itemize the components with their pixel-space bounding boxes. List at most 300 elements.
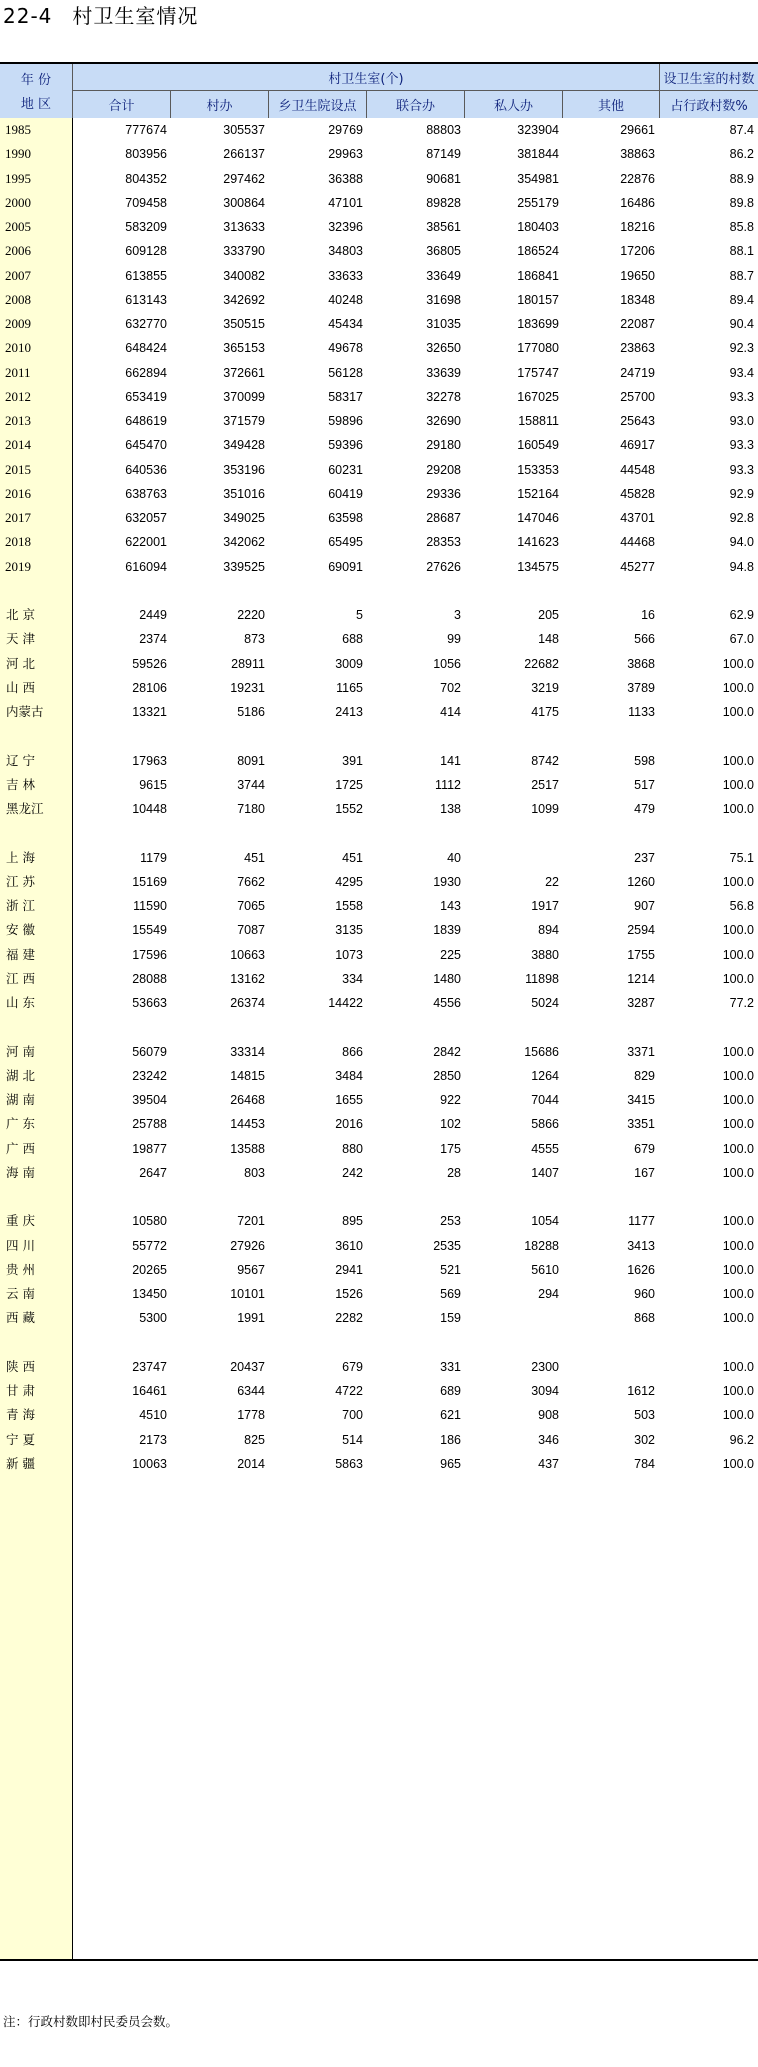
cell-other: 3413 [627, 1239, 655, 1253]
cell-private: 167025 [517, 390, 559, 404]
cell-village: 365153 [223, 341, 265, 355]
cell-total: 613855 [125, 269, 167, 283]
cell-pct: 100.0 [722, 972, 754, 986]
cell-pct: 93.3 [729, 463, 754, 477]
region-row [0, 604, 758, 626]
header-divider [72, 90, 758, 91]
cell-private: 1407 [531, 1166, 559, 1180]
cell-pct: 100.0 [722, 923, 754, 937]
cell-pct: 88.9 [729, 172, 754, 186]
row-region: 湖 北 [6, 1068, 35, 1083]
row-region: 河 南 [6, 1044, 35, 1059]
cell-joint: 90681 [426, 172, 461, 186]
region-row [0, 750, 758, 772]
cell-village: 873 [244, 632, 265, 646]
cell-township: 40248 [328, 293, 363, 307]
header-col-joint: 联合办 [395, 99, 435, 114]
cell-pct: 92.9 [729, 487, 754, 501]
cell-total: 638763 [125, 487, 167, 501]
cell-total: 4510 [139, 1408, 167, 1422]
cell-village: 342692 [223, 293, 265, 307]
cell-other: 503 [634, 1408, 655, 1422]
year-row [0, 531, 758, 553]
cell-total: 17963 [132, 754, 167, 768]
row-year: 2000 [5, 195, 31, 210]
cell-joint: 225 [440, 948, 461, 962]
cell-private: 8742 [531, 754, 559, 768]
cell-village: 10101 [230, 1287, 265, 1301]
cell-township: 1655 [335, 1093, 363, 1107]
cell-joint: 1112 [435, 778, 461, 792]
cell-other: 22876 [620, 172, 655, 186]
cell-total: 640536 [125, 463, 167, 477]
cell-pct: 100.0 [722, 754, 754, 768]
header-divider [562, 90, 563, 118]
cell-other: 167 [634, 1166, 655, 1180]
cell-village: 28911 [231, 657, 265, 671]
row-region: 重 庆 [6, 1213, 35, 1228]
cell-pct: 100.0 [722, 681, 754, 695]
cell-total: 15549 [132, 923, 167, 937]
cell-total: 56079 [132, 1045, 167, 1059]
cell-joint: 29180 [426, 438, 461, 452]
cell-total: 2449 [139, 608, 167, 622]
cell-village: 10663 [230, 948, 265, 962]
cell-total: 39504 [132, 1093, 167, 1107]
cell-private: 134575 [517, 560, 559, 574]
cell-private: 2300 [531, 1360, 559, 1374]
cell-village: 7065 [237, 899, 265, 913]
cell-township: 334 [342, 972, 363, 986]
cell-township: 59896 [328, 414, 363, 428]
cell-joint: 29336 [426, 487, 461, 501]
cell-private: 180157 [517, 293, 559, 307]
cell-other: 18216 [620, 220, 655, 234]
region-row [0, 1162, 758, 1184]
cell-private: 437 [538, 1457, 559, 1471]
cell-private: 5610 [531, 1263, 559, 1277]
cell-joint: 3 [454, 608, 461, 622]
row-year: 2015 [5, 462, 31, 477]
cell-other: 1612 [627, 1384, 655, 1398]
cell-private: 894 [538, 923, 559, 937]
cell-village: 6344 [237, 1384, 265, 1398]
cell-total: 2647 [139, 1166, 167, 1180]
cell-total: 613143 [125, 293, 167, 307]
cell-joint: 28 [447, 1166, 461, 1180]
cell-other: 16 [641, 608, 655, 622]
region-row [0, 1041, 758, 1063]
row-year: 2016 [5, 486, 31, 501]
cell-joint: 32650 [426, 341, 461, 355]
cell-joint: 38561 [426, 220, 461, 234]
cell-private: 186841 [517, 269, 559, 283]
cell-pct: 93.4 [729, 366, 754, 380]
cell-village: 313633 [223, 220, 265, 234]
table-body [0, 118, 758, 1959]
cell-joint: 922 [440, 1093, 461, 1107]
region-row [0, 919, 758, 941]
cell-joint: 569 [440, 1287, 461, 1301]
region-row [0, 1283, 758, 1305]
cell-township: 1558 [335, 899, 363, 913]
year-row [0, 434, 758, 456]
cell-village: 300864 [223, 196, 265, 210]
cell-township: 1526 [335, 1287, 363, 1301]
cell-village: 372661 [223, 366, 265, 380]
cell-total: 55772 [132, 1239, 167, 1253]
cell-village: 2014 [237, 1457, 265, 1471]
cell-pct: 100.0 [722, 1408, 754, 1422]
cell-private: 141623 [517, 535, 559, 549]
cell-private: 1264 [531, 1069, 559, 1083]
cell-total: 25788 [132, 1117, 167, 1131]
cell-joint: 28353 [426, 535, 461, 549]
cell-other: 1755 [627, 948, 655, 962]
cell-village: 371579 [223, 414, 265, 428]
region-row [0, 1210, 758, 1232]
row-region: 福 建 [6, 947, 35, 962]
cell-private: 5024 [531, 996, 559, 1010]
cell-village: 9567 [237, 1263, 265, 1277]
cell-private: 148 [538, 632, 559, 646]
year-row [0, 483, 758, 505]
cell-pct: 100.0 [722, 1214, 754, 1228]
cell-other: 829 [634, 1069, 655, 1083]
cell-pct: 100.0 [722, 1239, 754, 1253]
table-header [0, 64, 758, 118]
cell-total: 645470 [125, 438, 167, 452]
cell-pct: 88.7 [729, 269, 754, 283]
cell-other: 43701 [620, 511, 655, 525]
row-region: 河 北 [6, 656, 35, 671]
cell-township: 2941 [335, 1263, 363, 1277]
cell-joint: 159 [440, 1311, 461, 1325]
cell-other: 44548 [620, 463, 655, 477]
cell-total: 632770 [125, 317, 167, 331]
cell-pct: 89.4 [729, 293, 754, 307]
cell-total: 653419 [125, 390, 167, 404]
cell-total: 16461 [132, 1384, 167, 1398]
cell-other: 25643 [620, 414, 655, 428]
cell-township: 688 [342, 632, 363, 646]
year-row [0, 168, 758, 190]
row-year: 2017 [5, 510, 31, 525]
cell-other: 29661 [620, 123, 655, 137]
row-region: 青 海 [6, 1407, 35, 1422]
cell-private: 255179 [517, 196, 559, 210]
cell-other: 566 [634, 632, 655, 646]
row-region: 陕 西 [6, 1359, 35, 1374]
cell-pct: 86.2 [729, 147, 754, 161]
row-year: 2005 [5, 219, 31, 234]
cell-private: 180403 [517, 220, 559, 234]
cell-pct: 93.3 [729, 390, 754, 404]
region-row [0, 871, 758, 893]
cell-village: 7662 [237, 875, 265, 889]
cell-joint: 36805 [426, 244, 461, 258]
cell-pct: 96.2 [729, 1433, 754, 1447]
cell-township: 60231 [328, 463, 363, 477]
cell-village: 33314 [230, 1045, 265, 1059]
cell-private: 354981 [517, 172, 559, 186]
cell-pct: 93.0 [729, 414, 754, 428]
cell-other: 25700 [620, 390, 655, 404]
row-region: 新 疆 [6, 1456, 35, 1471]
cell-joint: 27626 [426, 560, 461, 574]
region-row [0, 701, 758, 723]
cell-total: 13450 [132, 1287, 167, 1301]
cell-joint: 143 [440, 899, 461, 913]
year-row [0, 507, 758, 529]
cell-joint: 88803 [426, 123, 461, 137]
cell-joint: 141 [440, 754, 461, 768]
cell-township: 700 [342, 1408, 363, 1422]
row-region: 天 津 [6, 631, 35, 646]
table-number: 22-4 [3, 4, 53, 28]
cell-total: 709458 [125, 196, 167, 210]
cell-joint: 1480 [433, 972, 461, 986]
cell-private: 11898 [525, 972, 559, 986]
cell-village: 342062 [223, 535, 265, 549]
cell-township: 1165 [336, 681, 363, 695]
row-year: 1985 [5, 122, 31, 137]
cell-village: 7087 [237, 923, 265, 937]
cell-pct: 94.8 [729, 560, 754, 574]
table-title: 村卫生室情况 [72, 4, 199, 28]
header-region: 地 区 [20, 96, 52, 112]
cell-village: 14815 [230, 1069, 265, 1083]
cell-total: 616094 [125, 560, 167, 574]
row-year: 2014 [5, 437, 31, 452]
cell-other: 2594 [627, 923, 655, 937]
region-row [0, 774, 758, 796]
cell-private: 1054 [531, 1214, 559, 1228]
row-year: 2010 [5, 340, 31, 355]
row-region: 宁 夏 [6, 1432, 35, 1447]
row-year: 2008 [5, 292, 31, 307]
cell-total: 13321 [132, 705, 167, 719]
cell-township: 36388 [328, 172, 363, 186]
cell-private: 3219 [531, 681, 559, 695]
row-year: 2013 [5, 413, 31, 428]
cell-village: 266137 [223, 147, 265, 161]
row-year: 2006 [5, 243, 31, 258]
region-row [0, 992, 758, 1014]
cell-pct: 100.0 [722, 948, 754, 962]
row-region: 广 东 [6, 1116, 35, 1131]
cell-township: 14422 [328, 996, 363, 1010]
cell-other: 22087 [620, 317, 655, 331]
cell-township: 33633 [328, 269, 363, 283]
row-region: 辽 宁 [6, 753, 35, 768]
cell-township: 47101 [328, 196, 363, 210]
cell-township: 65495 [328, 535, 363, 549]
cell-total: 1179 [140, 851, 167, 865]
cell-private: 175747 [517, 366, 559, 380]
cell-joint: 1056 [433, 657, 461, 671]
cell-total: 20265 [132, 1263, 167, 1277]
cell-other: 3868 [627, 657, 655, 671]
cell-total: 28106 [132, 681, 167, 695]
cell-total: 5300 [139, 1311, 167, 1325]
cell-total: 632057 [125, 511, 167, 525]
cell-township: 29769 [328, 123, 363, 137]
cell-other: 3287 [627, 996, 655, 1010]
cell-other: 3415 [627, 1093, 655, 1107]
cell-township: 34803 [328, 244, 363, 258]
bottom-rule [0, 1959, 758, 1961]
cell-total: 28088 [132, 972, 167, 986]
cell-village: 19231 [230, 681, 265, 695]
cell-joint: 4556 [433, 996, 461, 1010]
cell-village: 2220 [237, 608, 265, 622]
row-region: 吉 林 [6, 777, 35, 792]
cell-village: 349025 [223, 511, 265, 525]
cell-other: 45828 [620, 487, 655, 501]
cell-village: 339525 [223, 560, 265, 574]
region-row [0, 1356, 758, 1378]
cell-other: 1214 [627, 972, 655, 986]
year-row [0, 459, 758, 481]
cell-village: 14453 [230, 1117, 265, 1131]
cell-total: 583209 [125, 220, 167, 234]
cell-private: 7044 [531, 1093, 559, 1107]
cell-joint: 175 [440, 1142, 461, 1156]
cell-township: 56128 [328, 366, 363, 380]
cell-pct: 85.8 [729, 220, 754, 234]
cell-other: 24719 [620, 366, 655, 380]
cell-other: 1177 [628, 1214, 655, 1228]
row-year: 2012 [5, 389, 31, 404]
region-row [0, 1113, 758, 1135]
cell-other: 1626 [627, 1263, 655, 1277]
cell-private: 294 [538, 1287, 559, 1301]
cell-private: 5866 [531, 1117, 559, 1131]
cell-joint: 414 [440, 705, 461, 719]
region-row [0, 1259, 758, 1281]
cell-other: 3789 [627, 681, 655, 695]
cell-township: 866 [342, 1045, 363, 1059]
cell-private: 1917 [531, 899, 559, 913]
row-region: 江 苏 [6, 874, 35, 889]
cell-joint: 689 [440, 1384, 461, 1398]
cell-joint: 702 [440, 681, 461, 695]
cell-joint: 31698 [426, 293, 461, 307]
region-row [0, 1429, 758, 1451]
cell-total: 777674 [125, 123, 167, 137]
cell-pct: 100.0 [722, 1142, 754, 1156]
cell-township: 60419 [328, 487, 363, 501]
cell-total: 53663 [132, 996, 167, 1010]
cell-township: 5863 [335, 1457, 363, 1471]
region-row [0, 1138, 758, 1160]
cell-pct: 100.0 [722, 778, 754, 792]
row-year: 2018 [5, 534, 31, 549]
cell-other: 1133 [628, 705, 655, 719]
header-divider [366, 90, 367, 118]
region-row [0, 1404, 758, 1426]
cell-village: 7180 [237, 802, 265, 816]
row-region: 湖 南 [6, 1092, 35, 1107]
year-row [0, 313, 758, 335]
cell-pct: 56.8 [729, 899, 754, 913]
cell-village: 340082 [223, 269, 265, 283]
cell-township: 3610 [335, 1239, 363, 1253]
row-year: 2007 [5, 268, 31, 283]
cell-joint: 186 [440, 1433, 461, 1447]
header-col-township: 乡卫生院设点 [278, 99, 357, 114]
cell-private: 205 [538, 608, 559, 622]
cell-village: 451 [244, 851, 265, 865]
cell-village: 350515 [223, 317, 265, 331]
cell-township: 4722 [335, 1384, 363, 1398]
row-region: 西 藏 [6, 1310, 35, 1325]
cell-pct: 77.2 [729, 996, 754, 1010]
cell-township: 895 [342, 1214, 363, 1228]
cell-total: 10063 [132, 1457, 167, 1471]
cell-private: 4555 [531, 1142, 559, 1156]
cell-township: 5 [356, 608, 363, 622]
region-row [0, 968, 758, 990]
cell-total: 19877 [132, 1142, 167, 1156]
row-region: 山 东 [6, 995, 35, 1010]
cell-village: 13162 [230, 972, 265, 986]
year-row [0, 192, 758, 214]
cell-joint: 2842 [433, 1045, 461, 1059]
row-year: 1990 [5, 146, 31, 161]
row-region: 江 西 [6, 971, 35, 986]
year-row [0, 289, 758, 311]
cell-total: 609128 [125, 244, 167, 258]
cell-township: 242 [342, 1166, 363, 1180]
header-pct-bottom: 占行政村数% [670, 99, 748, 114]
cell-total: 10580 [132, 1214, 167, 1228]
cell-village: 333790 [223, 244, 265, 258]
cell-village: 825 [244, 1433, 265, 1447]
region-row [0, 1453, 758, 1475]
cell-village: 3744 [237, 778, 265, 792]
cell-total: 23242 [132, 1069, 167, 1083]
cell-pct: 87.4 [729, 123, 754, 137]
region-row [0, 798, 758, 820]
year-row [0, 143, 758, 165]
cell-other: 302 [634, 1433, 655, 1447]
cell-joint: 965 [440, 1457, 461, 1471]
row-region: 海 南 [6, 1165, 35, 1180]
cell-other: 19650 [620, 269, 655, 283]
cell-total: 622001 [125, 535, 167, 549]
cell-other: 960 [634, 1287, 655, 1301]
region-row [0, 1089, 758, 1111]
cell-township: 3484 [335, 1069, 363, 1083]
cell-village: 305537 [223, 123, 265, 137]
cell-township: 63598 [328, 511, 363, 525]
row-region: 北 京 [6, 607, 35, 622]
cell-pct: 100.0 [722, 1384, 754, 1398]
cell-village: 7201 [237, 1214, 265, 1228]
cell-private: 158811 [518, 414, 559, 428]
cell-pct: 100.0 [722, 1311, 754, 1325]
cell-pct: 100.0 [722, 875, 754, 889]
cell-other: 784 [634, 1457, 655, 1471]
cell-township: 514 [342, 1433, 363, 1447]
cell-private: 160549 [517, 438, 559, 452]
cell-private: 4175 [531, 705, 559, 719]
cell-pct: 100.0 [722, 1360, 754, 1374]
cell-pct: 89.8 [729, 196, 754, 210]
cell-township: 1552 [335, 802, 363, 816]
